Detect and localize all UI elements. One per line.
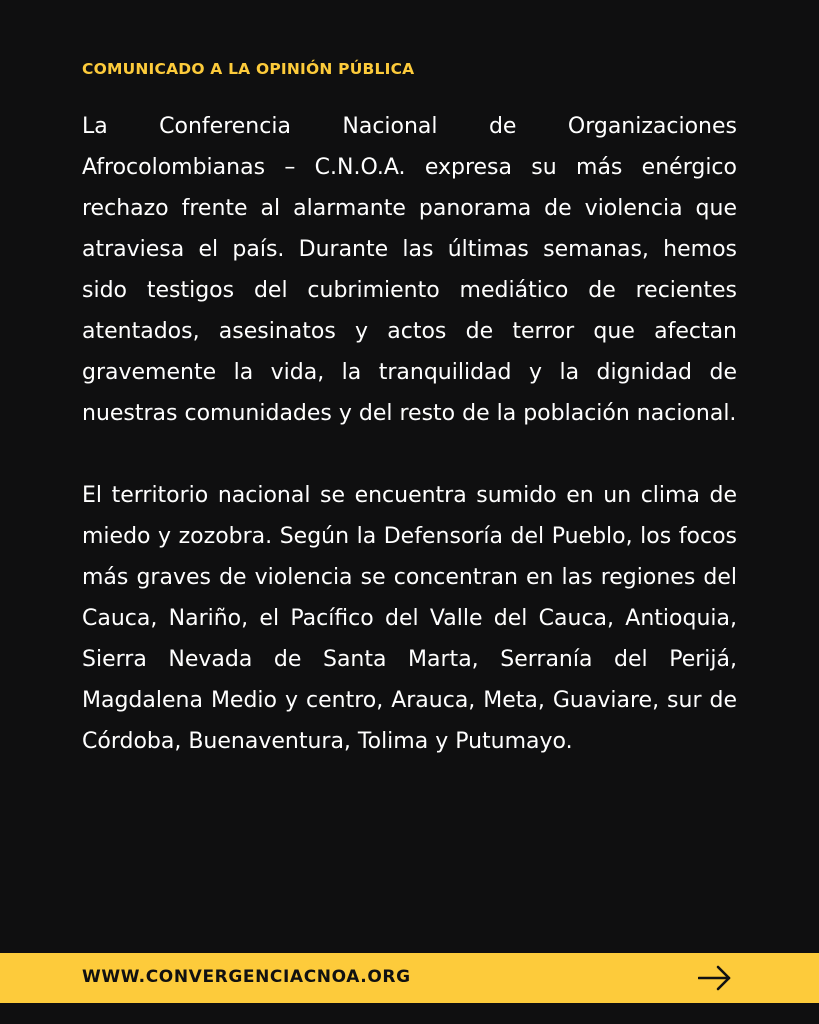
footer-bar bbox=[0, 953, 819, 1003]
paragraph-1: La Conferencia Nacional de Organizaciones Afrocolombianas – C.N.O.A. expresa su más enérgico rechazo frente al alarmante panorama de violencia que atraviesa el país. Durante las últimas semanas, hemos sido testigos del cubrimiento mediático de recientes atentados, asesinatos y actos de terror que afectan gravemente la vida, la tranquilidad y la dignidad de nuestras comunidades y del resto de la población nacional. bbox=[82, 114, 737, 426]
website-link[interactable]: WWW.CONVERGENCIACNOA.ORG bbox=[82, 967, 411, 987]
statement-body bbox=[82, 106, 737, 762]
arrow-right-icon[interactable] bbox=[698, 965, 732, 991]
paragraph-2: El territorio nacional se encuentra sumido en un clima de miedo y zozobra. Según la Defensoría del Pueblo, los focos más graves de violencia se concentran en las regiones del Cauca, Nariño, el Pacífico del Valle del Cauca, Antioquia, Sierra Nevada de Santa Marta, Serranía del Perijá, Magdalena Medio y centro, Arauca, Meta, Guaviare, sur de Córdoba, Buenaventura, Tolima y Putumayo. bbox=[82, 483, 737, 754]
page-title: COMUNICADO A LA OPINIÓN PÚBLICA bbox=[82, 60, 415, 78]
